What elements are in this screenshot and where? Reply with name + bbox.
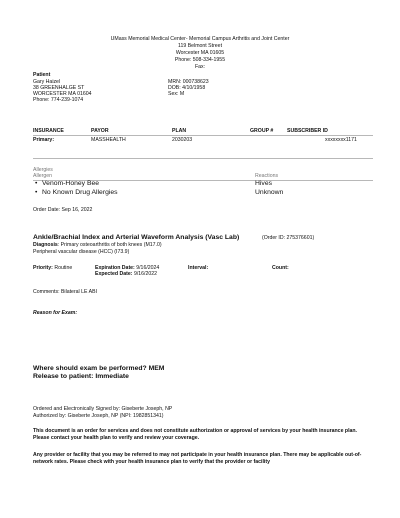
insurance-col-plan: PLAN [172, 128, 187, 134]
allergies-heading: Allergies [33, 167, 53, 173]
patient-dob: DOB: 4/10/1958 [168, 85, 206, 91]
priority-field [33, 265, 72, 271]
diagnosis-line-1 [33, 242, 162, 248]
expected-label: Expected Date: [95, 271, 133, 277]
facility-street: 119 Belmont Street [177, 43, 223, 49]
expiration-value: 9/16/2024 [136, 265, 160, 271]
exam-location: Where should exam be performed? MEM [33, 365, 165, 372]
bullet-icon: • [35, 189, 38, 196]
insurance-row-type: Primary: [33, 137, 55, 143]
expected-field [95, 271, 157, 277]
facility-name: UMass Memorial Medical Center- Memorial Campus Arthritis and Joint Center [110, 36, 290, 42]
order-date: Order Date: Sep 16, 2022 [33, 207, 93, 213]
allergies-col-allergen: Allergen [33, 173, 53, 179]
disclaimer-coverage: This document is an order for services and does not constitute authorization or approval of services by your health insurance plan. Please contact your health plan to verify and review your coverage. [33, 428, 358, 441]
release-to-patient: Release to patient: Immediate [33, 373, 129, 380]
insurance-row-subscriber: xxxxxxxx1171 [325, 137, 357, 143]
order-id: (Order ID: 275376601) [262, 235, 315, 241]
facility-fax: Fax: [194, 64, 206, 70]
patient-name: Gary Haizel [33, 79, 61, 85]
interval-label: Interval: [188, 265, 209, 271]
patient-mrn: MRN: 000738623 [168, 79, 209, 85]
insurance-col-group: GROUP # [250, 128, 274, 134]
insurance-row-payor: MASSHEALTH [91, 137, 126, 143]
allergy-item: • Venom-Honey Bee [35, 180, 100, 187]
order-comments: Comments: Bilateral LE ABI [33, 289, 98, 295]
expected-value: 9/16/2022 [133, 271, 158, 277]
diagnosis-value-1: : Primary osteoarthritis of both knees (M17.0) [57, 242, 162, 248]
bullet-icon: • [35, 180, 38, 187]
insurance-header-rule [33, 135, 373, 136]
allergy-item: • No Known Drug Allergies [35, 189, 118, 196]
patient-sex: Sex: M [168, 91, 185, 97]
insurance-row-plan: 2030203 [172, 137, 193, 143]
reason-for-exam: Reason for Exam: [33, 310, 78, 316]
disclaimer-network: Any provider or facility that you may be referred to may not participate in your health insurance plan. There may be applicable out-of-network rates. Please check with your health insurance plan to verify that the provider or facility [33, 452, 362, 465]
patient-city: WORCESTER MA 01604 [33, 91, 92, 97]
allergy-reaction: Unknown [255, 189, 284, 196]
ordered-by: Ordered and Electronically Signed by: Giseberte Joseph, NP [33, 406, 173, 412]
count-label: Count: [272, 265, 289, 271]
insurance-bottom-rule [33, 158, 373, 159]
priority-value: Routine [54, 265, 73, 271]
allergy-reaction: Hives [255, 180, 272, 187]
allergies-col-reactions: Reactions [255, 173, 279, 179]
insurance-col-insurance: INSURANCE [33, 128, 64, 134]
priority-label: Priority: [33, 265, 53, 271]
patient-phone: Phone: 774-239-1074 [33, 97, 84, 103]
diagnosis-label: Diagnosis [33, 242, 58, 248]
patient-heading: Patient [33, 72, 51, 78]
diagnosis-line-2: Peripheral vascular disease (HCC) (I73.9) [33, 249, 130, 255]
authorized-by: Authorized by: Giseberte Joseph, NP (NPI: 1982851341) [33, 413, 164, 419]
facility-city: Worcester MA 01605 [175, 50, 225, 56]
insurance-col-payor: PAYOR [91, 128, 109, 134]
facility-phone: Phone: 508-334-1955 [174, 57, 226, 63]
patient-street: 38 GREENHALGE ST [33, 85, 85, 91]
order-title: Ankle/Brachial Index and Arterial Waveform Analysis (Vasc Lab) [33, 234, 240, 241]
insurance-col-subscriber: SUBSCRIBER ID [287, 128, 328, 134]
expiration-label: Expiration Date: [95, 265, 135, 271]
